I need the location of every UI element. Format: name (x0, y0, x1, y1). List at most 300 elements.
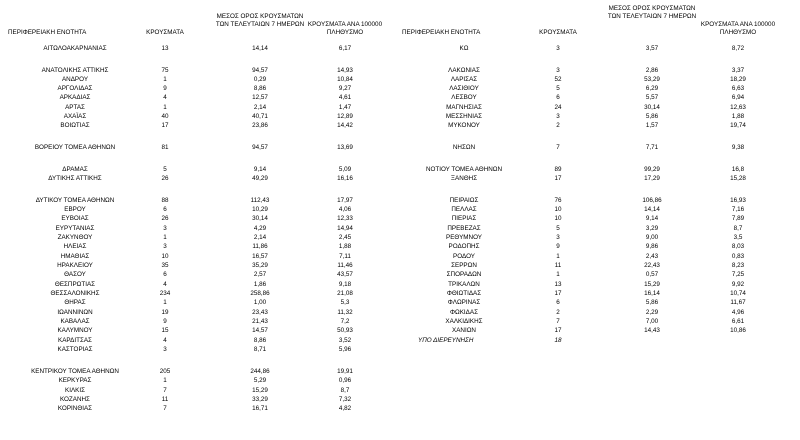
cell-cases: 13 (554, 281, 562, 288)
cell-name: ΑΡΤΑΣ (65, 104, 85, 111)
cell-rate: 5,3 (340, 299, 350, 306)
table-row (0, 206, 400, 214)
cell-name: ΑΧΑΪΑΣ (63, 113, 87, 120)
table-row (400, 309, 800, 317)
cell-cases: 4 (163, 281, 167, 288)
cell-rate: 7,11 (339, 253, 351, 260)
cell-avg: 8,71 (253, 346, 267, 353)
cell-cases: 18 (554, 337, 562, 344)
cell-rate: 14,93 (337, 67, 353, 74)
header-cases: ΚΡΟΥΣΜΑΤΑ (539, 29, 577, 36)
header-avg: ΜΕΣΟΣ ΟΡΟΣ ΚΡΟΥΣΜΑΤΩΝ ΤΩΝ ΤΕΛΕΥΤΑΙΩΝ 7 ΗΜΕΡΩΝ (607, 5, 697, 20)
cell-rate: 5,96 (338, 346, 352, 353)
header-avg: ΜΕΣΟΣ ΟΡΟΣ ΚΡΟΥΣΜΑΤΩΝ ΤΩΝ ΤΕΛΕΥΤΑΙΩΝ 7 ΗΜΕΡΩΝ (215, 13, 305, 28)
cell-avg: 1,57 (645, 122, 659, 129)
cell-cases: 5 (556, 225, 560, 232)
cell-name: ΠΙΕΡΙΑΣ (451, 215, 477, 222)
table-row (0, 271, 400, 279)
cell-avg: 9,14 (253, 166, 267, 173)
cell-rate: 14,42 (337, 122, 353, 129)
cell-name: ΗΛΕΙΑΣ (63, 243, 87, 250)
cell-name: ΛΑΣΙΘΙΟΥ (449, 85, 479, 92)
cell-avg: 11,86 (252, 243, 268, 250)
cell-cases: 76 (554, 197, 562, 204)
cell-avg: 53,29 (644, 76, 660, 83)
cell-name: ΦΘΙΩΤΙΔΑΣ (446, 290, 482, 297)
cell-avg: 94,57 (252, 67, 268, 74)
cell-cases: 7 (163, 387, 167, 394)
cell-cases: 1 (163, 377, 167, 384)
cell-name: ΖΑΚΥΝΘΟΥ (57, 234, 93, 241)
cell-cases: 52 (554, 76, 562, 83)
cell-cases: 3 (163, 346, 167, 353)
cell-avg: 3,57 (645, 45, 659, 52)
header-cases: ΚΡΟΥΣΜΑΤΑ (146, 29, 184, 36)
cell-rate: 7,2 (340, 318, 350, 325)
cell-cases: 9 (556, 243, 560, 250)
cell-rate: 3,5 (733, 234, 743, 241)
cell-name: ΦΛΩΡΙΝΑΣ (447, 299, 481, 306)
cell-cases: 10 (161, 253, 169, 260)
cell-avg: 244,86 (250, 368, 270, 375)
cell-name: ΑΙΤΩΛΟΑΚΑΡΝΑΝΙΑΣ (43, 45, 107, 52)
cell-name: ΚΕΡΚΥΡΑΣ (58, 377, 92, 384)
header-region: ΠΕΡΙΦΕΡΕΙΑΚΗ ΕΝΟΤΗΤΑ (8, 29, 87, 36)
cell-cases: 6 (556, 94, 560, 101)
cell-name: ΡΟΔΟΥ (453, 253, 475, 260)
cell-avg: 2,86 (645, 67, 659, 74)
cell-cases: 4 (163, 94, 167, 101)
cell-rate: 11,67 (730, 299, 746, 306)
cell-avg: 0,29 (253, 76, 267, 83)
cell-cases: 2 (556, 122, 560, 129)
cell-cases: 1 (163, 234, 167, 241)
cell-cases: 11 (161, 396, 169, 403)
cell-cases: 3 (556, 234, 560, 241)
table-row (0, 405, 400, 413)
cell-rate: 4,82 (338, 405, 352, 412)
cell-cases: 9 (163, 85, 167, 92)
cell-cases: 19 (161, 309, 169, 316)
cell-rate: 10,84 (337, 76, 353, 83)
table-row (0, 396, 400, 404)
cell-name: ΣΕΡΡΩΝ (451, 262, 477, 269)
cell-avg: 14,14 (644, 206, 660, 213)
table-row (400, 215, 800, 223)
cell-cases: 3 (163, 243, 167, 250)
table-row (0, 225, 400, 233)
cell-avg: 5,29 (253, 377, 267, 384)
cell-avg: 9,00 (645, 234, 659, 241)
cell-avg: 2,57 (253, 271, 267, 278)
table-row (400, 122, 800, 130)
cell-name: ΠΕΛΛΑΣ (451, 206, 477, 213)
table-row (0, 299, 400, 307)
cell-name: ΕΒΡΟΥ (64, 206, 86, 213)
table-row (0, 45, 400, 53)
cell-name: ΜΥΚΟΝΟΥ (448, 122, 480, 129)
cell-avg: 106,86 (642, 197, 662, 204)
cell-rate: 0,83 (731, 253, 745, 260)
cell-rate: 16,93 (730, 197, 746, 204)
cell-rate: 19,74 (730, 122, 746, 129)
cell-avg: 15,29 (252, 387, 268, 394)
cell-name: ΥΠΟ ΔΙΕΡΕΥΝΗΣΗ (418, 337, 474, 344)
cell-name: ΤΡΙΚΑΛΩΝ (448, 281, 480, 288)
cell-avg: 23,86 (252, 122, 268, 129)
cell-avg: 14,57 (252, 327, 268, 334)
cell-rate: 3,52 (338, 337, 352, 344)
table-row (400, 271, 800, 279)
cell-rate: 8,7 (340, 387, 350, 394)
cell-avg: 49,29 (252, 175, 268, 182)
header-rate: ΚΡΟΥΣΜΑΤΑ ΑΝΑ 100000 ΠΛΗΘΥΣΜΟ (700, 21, 776, 36)
cell-name: ΔΡΑΜΑΣ (62, 166, 88, 173)
cell-rate: 15,28 (730, 175, 746, 182)
cell-rate: 1,88 (731, 113, 745, 120)
left-header (0, 0, 400, 40)
table-row (400, 144, 800, 152)
cell-avg: 5,57 (645, 94, 659, 101)
table-row (0, 327, 400, 335)
cell-rate: 12,63 (730, 104, 746, 111)
cell-rate: 4,96 (731, 309, 745, 316)
table-row (0, 104, 400, 112)
cell-rate: 14,94 (337, 225, 353, 232)
header-region: ΠΕΡΙΦΕΡΕΙΑΚΗ ΕΝΟΤΗΤΑ (402, 29, 481, 36)
cell-name: ΛΕΣΒΟΥ (451, 94, 477, 101)
cell-rate: 19,91 (337, 368, 353, 375)
cell-avg: 35,29 (252, 262, 268, 269)
cell-rate: 13,69 (337, 144, 353, 151)
cell-avg: 30,14 (252, 215, 268, 222)
cell-avg: 2,14 (253, 104, 267, 111)
cell-avg: 40,71 (252, 113, 268, 120)
cell-avg: 1,86 (253, 281, 267, 288)
cell-name: ΝΟΤΙΟΥ ΤΟΜΕΑ ΑΘΗΝΩΝ (425, 166, 503, 173)
table-row (400, 94, 800, 102)
cell-cases: 11 (554, 262, 562, 269)
cell-name: ΕΥΡΥΤΑΝΙΑΣ (55, 225, 95, 232)
cell-rate: 7,32 (338, 396, 352, 403)
cell-name: ΧΑΛΚΙΔΙΚΗΣ (445, 318, 483, 325)
cell-rate: 11,46 (337, 262, 353, 269)
cell-name: ΔΥΤΙΚΗΣ ΑΤΤΙΚΗΣ (48, 175, 102, 182)
cell-name: ΚΟΡΙΝΘΙΑΣ (57, 405, 93, 412)
cell-cases: 6 (163, 271, 167, 278)
cell-cases: 10 (554, 215, 562, 222)
cell-name: ΔΥΤΙΚΟΥ ΤΟΜΕΑ ΑΘΗΝΩΝ (35, 197, 115, 204)
cell-cases: 26 (161, 175, 169, 182)
cell-rate: 11,32 (337, 309, 353, 316)
table-row (400, 113, 800, 121)
table-row (400, 337, 800, 345)
cell-cases: 3 (556, 113, 560, 120)
cell-name: ΚΕΝΤΡΙΚΟΥ ΤΟΜΕΑ ΑΘΗΝΩΝ (31, 368, 119, 375)
cell-rate: 6,61 (731, 318, 745, 325)
table-row (0, 76, 400, 84)
cell-name: ΗΡΑΚΛΕΙΟΥ (57, 262, 93, 269)
cell-avg: 16,71 (252, 405, 268, 412)
cell-name: ΙΩΑΝΝΙΝΩΝ (57, 309, 93, 316)
cell-cases: 24 (554, 104, 562, 111)
table-row (400, 318, 800, 326)
cell-cases: 17 (554, 290, 562, 297)
table-row (0, 175, 400, 183)
cell-name: ΡΕΘΥΜΝΟΥ (446, 234, 482, 241)
cell-avg: 7,71 (645, 144, 659, 151)
table-row (400, 225, 800, 233)
cell-name: ΛΑΚΩΝΙΑΣ (448, 67, 480, 74)
cell-rate: 9,38 (731, 144, 745, 151)
cell-name: ΕΥΒΟΙΑΣ (61, 215, 89, 222)
cell-name: ΑΝΑΤΟΛΙΚΗΣ ΑΤΤΙΚΗΣ (41, 67, 109, 74)
cell-cases: 7 (556, 144, 560, 151)
cell-avg: 2,14 (253, 234, 267, 241)
table-row (400, 76, 800, 84)
cell-cases: 1 (556, 271, 560, 278)
table-row (0, 166, 400, 174)
table-row (400, 243, 800, 251)
cell-rate: 2,45 (338, 234, 352, 241)
cell-avg: 16,14 (644, 290, 660, 297)
table-row (0, 387, 400, 395)
cell-cases: 4 (163, 337, 167, 344)
table-row (0, 309, 400, 317)
cell-cases: 9 (163, 318, 167, 325)
table-row (0, 368, 400, 376)
table-row (0, 262, 400, 270)
cell-rate: 9,27 (338, 85, 352, 92)
cell-avg: 9,14 (645, 215, 659, 222)
table-row (400, 85, 800, 93)
cell-rate: 10,86 (730, 327, 746, 334)
cell-cases: 205 (159, 368, 171, 375)
table-row (0, 346, 400, 354)
table-row (400, 45, 800, 53)
cell-rate: 8,03 (731, 243, 745, 250)
header-rate: ΚΡΟΥΣΜΑΤΑ ΑΝΑ 100000 ΠΛΗΘΥΣΜΟ (307, 21, 383, 36)
table-row (0, 94, 400, 102)
cell-name: ΧΑΝΙΩΝ (452, 327, 476, 334)
cell-cases: 88 (161, 197, 169, 204)
cell-cases: 3 (163, 225, 167, 232)
cell-name: ΚΩ (459, 45, 469, 52)
cell-rate: 3,37 (731, 67, 745, 74)
cell-cases: 75 (161, 67, 169, 74)
cell-cases: 26 (161, 215, 169, 222)
cell-cases: 7 (556, 318, 560, 325)
cell-cases: 5 (163, 166, 167, 173)
table-row (0, 243, 400, 251)
cell-rate: 9,18 (338, 281, 352, 288)
cell-name: ΜΑΓΝΗΣΙΑΣ (446, 104, 482, 111)
cell-name: ΠΕΙΡΑΙΩΣ (449, 197, 479, 204)
cell-rate: 8,7 (733, 225, 743, 232)
table-row (0, 337, 400, 345)
cell-cases: 13 (161, 45, 169, 52)
table-row (400, 262, 800, 270)
cell-avg: 16,57 (252, 253, 268, 260)
table-row (400, 281, 800, 289)
cell-cases: 3 (556, 45, 560, 52)
cell-rate: 8,72 (731, 45, 745, 52)
cell-cases: 234 (159, 290, 171, 297)
table-row (400, 206, 800, 214)
cell-avg: 1,00 (253, 299, 267, 306)
cell-rate: 18,29 (730, 76, 746, 83)
cell-avg: 33,29 (252, 396, 268, 403)
cell-rate: 7,16 (731, 206, 745, 213)
cell-name: ΜΕΣΣΗΝΙΑΣ (445, 113, 483, 120)
cell-rate: 0,96 (338, 377, 352, 384)
table-row (400, 67, 800, 75)
cell-avg: 17,29 (644, 175, 660, 182)
cell-name: ΘΗΡΑΣ (64, 299, 86, 306)
cell-rate: 10,74 (730, 290, 746, 297)
table-row (400, 290, 800, 298)
cell-avg: 9,86 (645, 243, 659, 250)
table-row (0, 377, 400, 385)
cell-rate: 50,93 (337, 327, 353, 334)
cell-name: ΦΩΚΙΔΑΣ (450, 309, 478, 316)
table-row (0, 144, 400, 152)
cell-name: ΘΑΣΟΥ (64, 271, 86, 278)
cell-name: ΞΑΝΘΗΣ (450, 175, 478, 182)
cell-avg: 14,43 (644, 327, 660, 334)
cell-name: ΗΜΑΘΙΑΣ (60, 253, 90, 260)
cell-rate: 12,33 (337, 215, 353, 222)
cell-cases: 10 (554, 206, 562, 213)
cell-name: ΘΕΣΣΑΛΟΝΙΚΗΣ (50, 290, 100, 297)
table-row (0, 318, 400, 326)
table-row (0, 122, 400, 130)
cell-cases: 17 (554, 175, 562, 182)
cell-name: ΚΑΡΔΙΤΣΑΣ (58, 337, 92, 344)
cell-cases: 15 (161, 327, 169, 334)
cell-cases: 17 (161, 122, 169, 129)
cell-avg: 21,43 (252, 318, 268, 325)
cell-name: ΘΕΣΠΡΩΤΙΑΣ (54, 281, 96, 288)
cell-avg: 2,29 (645, 309, 659, 316)
cell-cases: 89 (554, 166, 562, 173)
cell-avg: 8,86 (253, 337, 267, 344)
table-row (400, 299, 800, 307)
table-row (400, 104, 800, 112)
cell-name: ΒΟΙΩΤΙΑΣ (60, 122, 90, 129)
cell-avg: 30,14 (644, 104, 660, 111)
cell-name: ΚΑΒΑΛΑΣ (60, 318, 90, 325)
cell-name: ΛΑΡΙΣΑΣ (450, 76, 478, 83)
cell-cases: 1 (163, 299, 167, 306)
cell-cases: 1 (163, 104, 167, 111)
cell-avg: 5,86 (645, 113, 659, 120)
cell-avg: 3,29 (645, 225, 659, 232)
cell-rate: 1,47 (338, 104, 352, 111)
cell-avg: 4,29 (253, 225, 267, 232)
table-row (400, 197, 800, 205)
cell-rate: 6,63 (731, 85, 745, 92)
cell-avg: 2,43 (645, 253, 659, 260)
table-row (0, 253, 400, 261)
table-row (0, 290, 400, 298)
table-row (0, 281, 400, 289)
table-row (400, 253, 800, 261)
cell-avg: 5,86 (645, 299, 659, 306)
cell-rate: 7,89 (731, 215, 745, 222)
table-row (400, 175, 800, 183)
table-row (400, 234, 800, 242)
table-row (400, 166, 800, 174)
cell-cases: 40 (161, 113, 169, 120)
cell-name: ΝΗΣΩΝ (452, 144, 476, 151)
table-row (0, 234, 400, 242)
table-row (0, 85, 400, 93)
cell-avg: 7,00 (645, 318, 659, 325)
cell-avg: 258,86 (250, 290, 270, 297)
cell-name: ΚΙΛΚΙΣ (65, 387, 85, 394)
cell-cases: 6 (163, 206, 167, 213)
right-header (400, 0, 800, 40)
cell-name: ΚΟΖΑΝΗΣ (60, 396, 90, 403)
cell-cases: 5 (556, 85, 560, 92)
cell-name: ΚΑΣΤΟΡΙΑΣ (57, 346, 93, 353)
table-row (0, 215, 400, 223)
cell-avg: 14,14 (252, 45, 268, 52)
cell-cases: 81 (161, 144, 169, 151)
cell-rate: 8,23 (731, 262, 745, 269)
cell-avg: 99,29 (644, 166, 660, 173)
cell-name: ΑΡΓΟΛΙΔΑΣ (57, 85, 93, 92)
cell-name: ΡΟΔΟΠΗΣ (448, 243, 480, 250)
cell-rate: 16,16 (337, 175, 353, 182)
cell-avg: 8,86 (253, 85, 267, 92)
cell-rate: 7,25 (731, 271, 745, 278)
cell-rate: 43,57 (337, 271, 353, 278)
cell-name: ΚΑΛΥΜΝΟΥ (57, 327, 93, 334)
cell-avg: 6,29 (645, 85, 659, 92)
cell-cases: 35 (161, 262, 169, 269)
table-row (0, 67, 400, 75)
cell-rate: 4,61 (338, 94, 352, 101)
cell-avg: 22,43 (644, 262, 660, 269)
cell-cases: 7 (163, 405, 167, 412)
cell-rate: 6,94 (731, 94, 745, 101)
cell-name: ΠΡΕΒΕΖΑΣ (447, 225, 481, 232)
cell-rate: 17,97 (337, 197, 353, 204)
cell-avg: 10,29 (252, 206, 268, 213)
cell-rate: 5,09 (338, 166, 352, 173)
cell-rate: 12,89 (337, 113, 353, 120)
cell-avg: 112,43 (250, 197, 270, 204)
cell-avg: 15,29 (644, 281, 660, 288)
table-row (0, 113, 400, 121)
cell-avg: 0,57 (645, 271, 659, 278)
cell-rate: 4,06 (338, 206, 352, 213)
table-row (400, 327, 800, 335)
cell-name: ΒΟΡΕΙΟΥ ΤΟΜΕΑ ΑΘΗΝΩΝ (34, 144, 116, 151)
cell-rate: 16,8 (731, 166, 745, 173)
cell-avg: 94,57 (252, 144, 268, 151)
cell-rate: 21,08 (337, 290, 353, 297)
cell-cases: 3 (556, 67, 560, 74)
table-row (0, 197, 400, 205)
cell-rate: 9,92 (731, 281, 745, 288)
cell-rate: 1,88 (338, 243, 352, 250)
cell-cases: 17 (554, 327, 562, 334)
cell-cases: 1 (163, 76, 167, 83)
cell-avg: 12,57 (252, 94, 268, 101)
